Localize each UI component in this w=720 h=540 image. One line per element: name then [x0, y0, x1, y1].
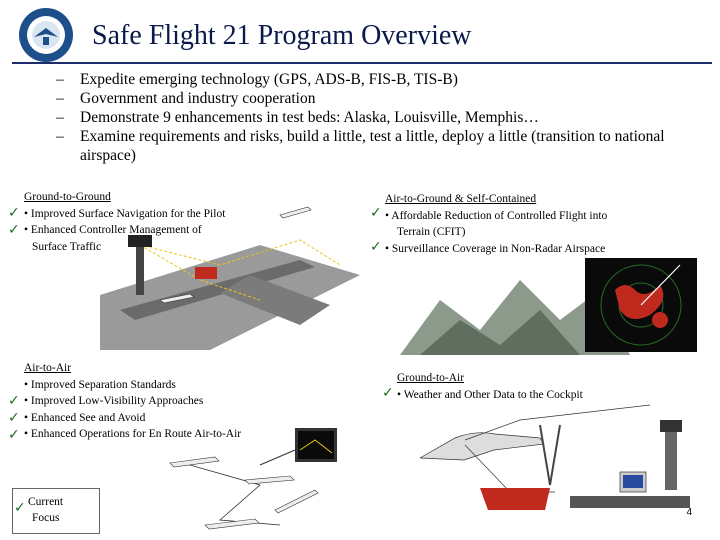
check-icon: ✓: [8, 222, 20, 238]
check-icon: ✓: [382, 385, 394, 401]
legend-line: Focus: [32, 512, 60, 524]
legend-label: [28, 494, 63, 526]
caption-line: • Improved Separation Standards: [24, 378, 176, 391]
title-divider: [12, 62, 712, 64]
check-icon: ✓: [8, 393, 20, 409]
caption-line: Surface Traffic: [32, 240, 102, 253]
panel-heading: Air-to-Ground & Self-Contained: [385, 193, 537, 205]
bullet-marker: –: [56, 109, 64, 126]
check-icon: ✓: [8, 410, 20, 426]
check-icon: ✓: [14, 500, 26, 516]
faa-seal-icon: [12, 6, 80, 64]
bullet-marker: –: [56, 128, 64, 145]
slide-title: Safe Flight 21 Program Overview: [92, 20, 472, 51]
caption-line: • Improved Low-Visibility Approaches: [24, 395, 204, 407]
air-to-ground-illustration: [400, 250, 700, 355]
check-icon: ✓: [8, 205, 20, 221]
check-icon: ✓: [370, 205, 382, 221]
caption-line: Terrain (CFIT): [397, 226, 466, 238]
caption-line: • Affordable Reduction of Controlled Flight into: [385, 209, 608, 222]
caption-line: • Weather and Other Data to the Cockpit: [397, 388, 583, 401]
panel-heading: Ground-to-Ground: [24, 191, 111, 203]
legend-line: Current: [28, 496, 64, 508]
bullet-marker: –: [56, 90, 64, 107]
panel-heading: Ground-to-Air: [397, 372, 465, 384]
bullet-item: – Examine requirements and risks, build a little, test a little, deploy a little (transition to national airspace): [56, 128, 665, 164]
bullet-item: – Demonstrate 9 enhancements in test beds: Alaska, Louisville, Memphis…: [56, 109, 539, 126]
ground-to-air-illustration: [420, 400, 690, 525]
bullet-item: – Government and industry cooperation: [56, 90, 316, 107]
ground-to-ground-caption: [24, 189, 225, 255]
page-number: 4: [686, 507, 692, 518]
check-icon: ✓: [8, 427, 20, 443]
panel-heading: Air-to-Air: [24, 362, 72, 374]
caption-line: • Enhanced Operations for En Route Air-to-Air: [24, 428, 242, 440]
caption-line: • Enhanced See and Avoid: [24, 411, 146, 424]
bullet-marker: –: [56, 71, 64, 88]
caption-line: • Improved Surface Navigation for the Pilot: [24, 207, 226, 220]
air-to-air-caption: [24, 360, 241, 443]
bullet-item: – Expedite emerging technology (GPS, ADS-B, FIS-B, TIS-B): [56, 71, 458, 88]
check-icon: ✓: [370, 239, 382, 255]
ground-to-air-caption: [397, 370, 583, 403]
caption-line: • Surveillance Coverage in Non-Radar Airspace: [385, 242, 606, 255]
intro-bullets: [40, 70, 710, 165]
caption-line: • Enhanced Controller Management of: [24, 224, 202, 236]
air-to-ground-caption: [385, 191, 607, 257]
